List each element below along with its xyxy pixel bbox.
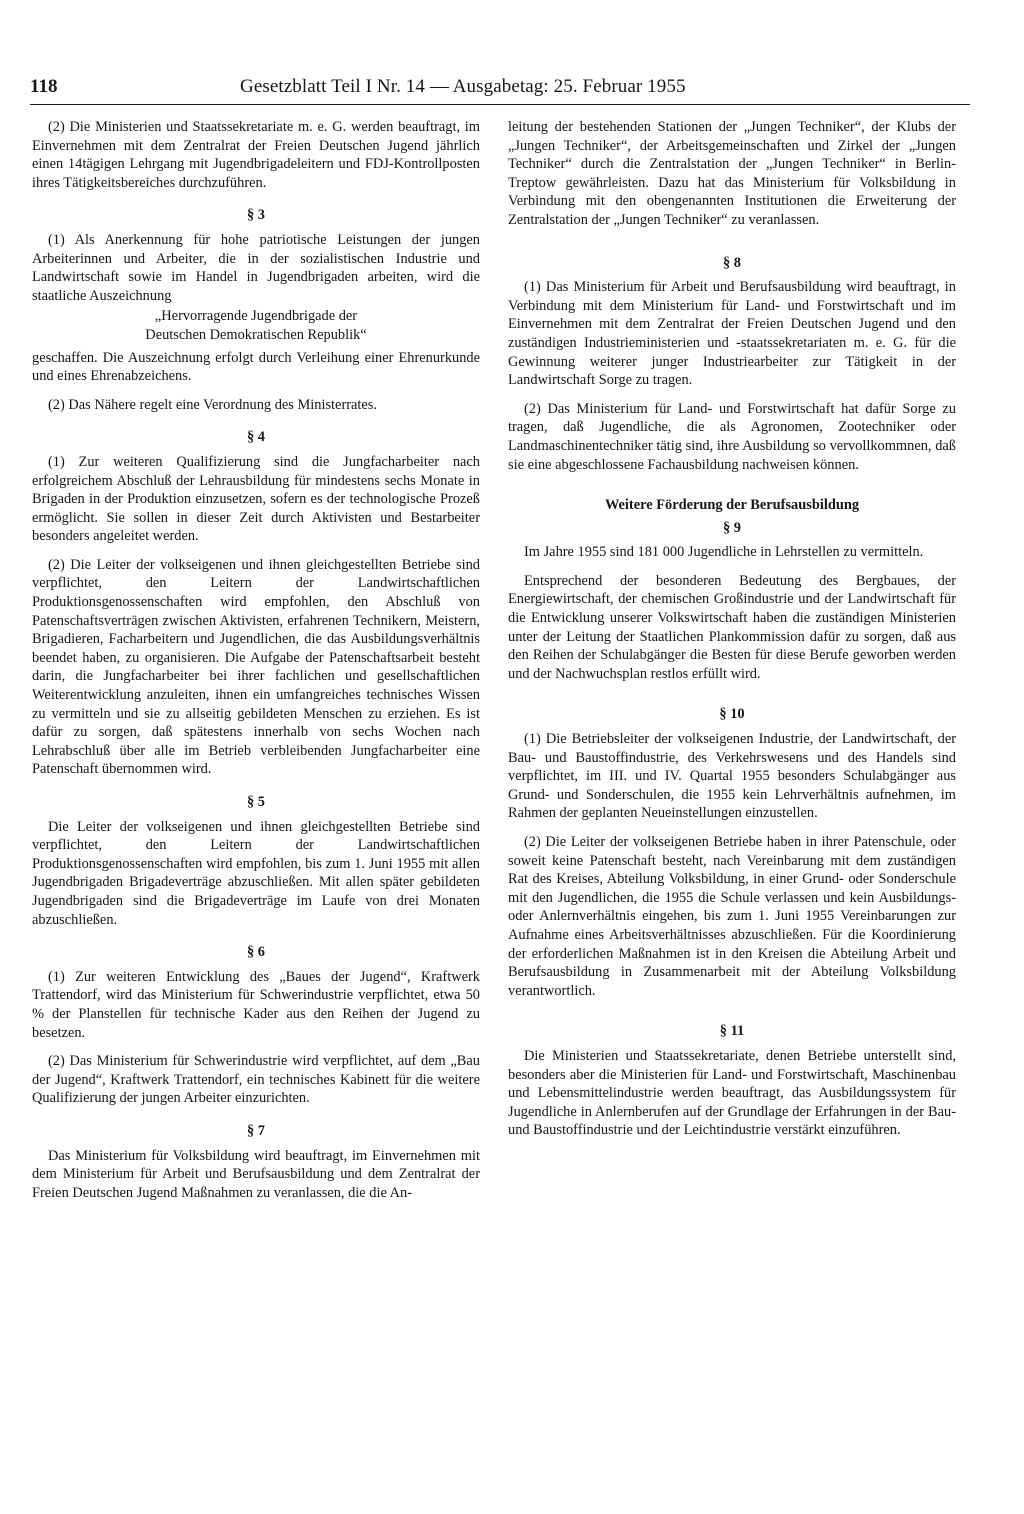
paragraph: (2) Das Ministerium für Land- und Forstwirtschaft hat dafür Sorge zu tragen, daß Jugendliche, die als Agronomen, Zootechniker oder Landmaschinentechniker tätig sind, ihre Ausbildung so vervollkommnen, daß sie eine abgeschlossene Fachausbildung nachweisen können. [508,400,956,473]
right-column [508,118,956,1150]
paragraph: (1) Zur weiteren Qualifizierung sind die Jungfacharbeiter nach erfolgreichem Abschluß der Lehrausbildung für mindestens sechs Monate in Brigaden in der Produktion einzusetzen, sofern es der technologische Prozeß ermöglicht. Sie sollen in dieser Zeit durch Aktivisten und Bestarbeiter besonders angeleitet werden. [32,453,480,545]
paragraph: (2) Die Leiter der volkseigenen und ihnen gleichgestellten Betriebe sind verpflichtet, den Leitern der Landwirtschaftlichen Produktionsgenossenschaften wird empfohlen, den Abschluß von Patenschaftsverträgen zwischen Aktivisten, erfahrenen Technikern, Meistern, Brigadieren, Facharbeitern und Jugendlichen, die das Ausbildungsverhältnis beendet haben, zu organisieren. Die Aufgabe der Patenschaftsarbeit besteht darin, die Jungfacharbeiter bei ihrer fachlichen und gesellschaftlichen Weiterentwicklung anzuleiten, ihnen ein umfangreiches technisches Wissen zu vermitteln und sie zu allseitig gebildeten Menschen zu erziehen. Es ist dafür zu sorgen, daß spätestens innerhalb von sechs Wochen nach Lehrabschluß über alle im Betrieb verbleibenden Jungfacharbeiter eine Patenschaft übernommen wird. [32,556,480,778]
paragraph: (1) Zur weiteren Entwicklung des „Baues der Jugend“, Kraftwerk Trattendorf, wird das Ministerium für Schwerindustrie verpflichtet, etwa 50 % der Planstellen für technische Kader aus den Reihen der Jugend zu besetzen. [32,968,480,1041]
section-heading: § 7 [247,1122,265,1139]
section-heading: § 8 [723,254,741,271]
paragraph: (2) Die Leiter der volkseigenen Betriebe haben in ihrer Patenschule, oder soweit keine Patenschaft besteht, nach Vereinbarung mit dem zuständigen Rat des Kreises, Abteilung Volksbildung, in einer Grund- oder Sonderschule mit den Jugendlichen, die 1955 die Schule verlassen und kein Ausbildungs- oder Anlernverhältnis eingehen, bis zum 1. Juni 1955 Vereinbarungen zur Aufnahme eines Arbeitsverhältnisses abzuschließen. Für die Koordinierung der erforderlichen Maßnahmen ist in den Kreisen die Abteilung Arbeit und Berufsausbildung in Zusammenarbeit mit der Abteilung Volksbildung verantwortlich. [508,834,956,999]
paragraph: (1) Das Ministerium für Arbeit und Berufsausbildung wird beauftragt, in Verbindung mit dem Ministerium für Land- und Forstwirtschaft und im Einvernehmen mit dem Zentralrat der Freien Deutschen Jugend und den zuständigen Industrieministerien und -staatssekretariaten m. e. G. für die Gewinnung weiterer junger Industriearbeiter zur Tätigkeit in der Landwirtschaft Sorge zu tragen. [508,279,956,389]
section-heading: § 3 [247,207,265,224]
award-title-line: Deutschen Demokratischen Republik“ [145,326,367,343]
award-title-line: „Hervorragende Jugendbrigade der [154,308,358,325]
paragraph: (1) Die Betriebsleiter der volkseigenen Industrie, der Landwirtschaft, der Bau- und Baustoffindustrie, des Verkehrswesens und des Handels sind verpflichtet, im III. und IV. Quartal 1955 besonders Schulabgänger aus Grund- und Sonderschulen, die 1955 kein Lehrverhältnis aufnehmen, im Rahmen der geplanten Neueinstellungen einzustellen. [508,731,956,822]
paragraph: (2) Die Ministerien und Staatssekretariate m. e. G. werden beauftragt, im Einvernehmen mit dem Zentralrat der Freien Deutschen Jugend jährlich einen 14tägigen Lehrgang mit Jugendbrigadeleitern und FDJ-Kontrollposten ihres Tätigkeitsbereiches durchzuführen. [32,119,480,191]
section-heading: § 9 [723,519,741,536]
section-heading: § 4 [247,429,265,446]
paragraph: Die Leiter der volkseigenen und ihnen gleichgestellten Betriebe sind verpflichtet, den Leitern der Landwirtschaftlichen Produktionsgenossenschaften wird empfohlen, bis zum 1. Juni 1955 mit allen Jugendbrigaden Brigadeverträge abzuschließen. Mit allen später gebildeten Jugendbrigaden sind die Brigadeverträge im Laufe von drei Monaten abzuschließen. [32,818,480,928]
paragraph: leitung der bestehenden Stationen der „Jungen Techniker“, der Klubs der „Jungen Techniker“, der Arbeitsgemeinschaften und Zirkel der „Jungen Techniker“ durch die Zentralstation der „Jungen Techniker“ in Berlin-Treptow gewährleisten. Dazu hat das Ministerium für Volksbildung in Verbindung mit den obengenannten Institutionen die Erweiterung der Zentralstation der „Jungen Techniker“ zu veranlassen. [508,119,956,228]
running-title: Gesetzblatt Teil I Nr. 14 — Ausgabetag: 25. Februar 1955 [240,76,686,97]
paragraph: Im Jahre 1955 sind 181 000 Jugendliche in Lehrstellen zu vermitteln. [524,544,924,561]
section-heading: § 10 [719,706,745,723]
paragraph: Die Ministerien und Staatssekretariate, denen Betriebe unterstellt sind, besonders aber die Ministerien für Land- und Forstwirtschaft, Maschinenbau und Lebensmittelindustrie werden beauftragt, das Ausbildungssystem für Jugendliche in Anlernberufen auf der Grundlage der Erfahrungen in der Bau- und Baustoffindustrie und der Leichtindustrie verstärkt einzuführen. [508,1047,956,1139]
section-heading: § 11 [719,1023,745,1040]
section-heading: § 6 [247,944,265,961]
paragraph: (2) Das Nähere regelt eine Verordnung des Ministerrates. [48,396,378,413]
paragraph: Das Ministerium für Volksbildung wird beauftragt, im Einvernehmen mit dem Ministerium für Arbeit und Berufsausbildung und dem Zentralrat der Freien Deutschen Jugend Maßnahmen zu veranlassen, die die An- [32,1147,480,1201]
left-column [32,118,480,1212]
paragraph: (1) Als Anerkennung für hohe patriotische Leistungen der jungen Arbeiterinnen und Arbeiter, die in der sozialistischen Industrie und Landwirtschaft sowie im Handel in Jugendbrigaden arbeiten, wird die staatliche Auszeichnung [32,231,480,304]
page-header [30,74,970,105]
paragraph: (2) Das Ministerium für Schwerindustrie wird verpflichtet, auf dem „Bau der Jugend“, Kraftwerk Trattendorf, ein technisches Kabinett für die weitere Qualifizierung der jungen Arbeiter einzurichten. [32,1053,480,1107]
paragraph: geschaffen. Die Auszeichnung erfolgt durch Verleihung einer Ehrenurkunde und eines Ehrenabzeichens. [32,349,480,385]
paragraph: Entsprechend der besonderen Bedeutung des Bergbaues, der Energiewirtschaft, der chemischen Großindustrie und der Landwirtschaft für die Entwicklung unserer Volkswirtschaft haben die zuständigen Ministerien unter der Leitung der Staatlichen Plankommission dafür zu sorgen, daß aus den Reihen der Schulabgänger die Besten für diese Berufe geworben werden und der Nachwuchsplan restlos erfüllt wird. [508,572,956,682]
chapter-heading: Weitere Förderung der Berufsausbildung [604,497,860,514]
page-number: 118 [30,76,58,97]
section-heading: § 5 [247,794,265,810]
award-title [32,307,480,344]
